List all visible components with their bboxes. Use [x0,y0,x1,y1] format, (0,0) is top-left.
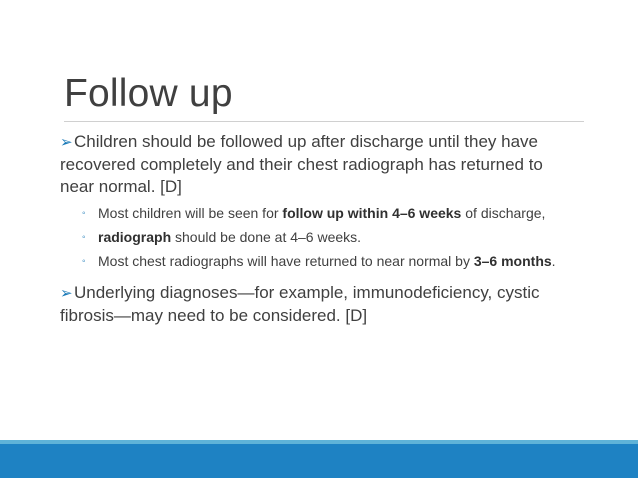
sub-bullet-post: should be done at 4–6 weeks. [171,229,362,245]
sub-bullet-pre: Most chest radiographs will have returned to near normal by [98,253,474,269]
arrow-bullet-icon: ➢ [60,134,73,151]
sub-bullet-list [60,204,580,270]
sub-bullet-post: of discharge, [461,205,546,221]
slide-title: Follow up [64,72,233,115]
sub-bullet-item [82,228,580,246]
sub-bullet-bold: 3–6 months [473,253,552,269]
sub-bullet-bold: radiograph [98,229,172,245]
bullet-underlying-text: Underlying diagnoses—for example, immunodeficiency, cystic fibrosis—may need to be considered. [D] [60,283,540,325]
title-divider [64,121,584,122]
circle-bullet-icon: ◦ [82,232,86,243]
bullet-followup [60,131,580,198]
circle-bullet-icon: ◦ [82,256,86,267]
sub-bullet-item [82,252,580,270]
arrow-bullet-icon: ➢ [60,285,73,302]
sub-bullet-item [82,204,580,222]
bullet-followup-text: Children should be followed up after discharge until they have recovered completely and their chest radiograph has returned to near normal. [D] [60,132,543,196]
circle-bullet-icon: ◦ [82,208,86,219]
sub-bullet-bold: follow up within 4–6 weeks [282,205,462,221]
footer-band [0,444,638,478]
sub-bullet-pre: Most children will be seen for [98,205,283,221]
bullet-underlying-diagnoses [60,282,580,327]
slide-body [60,131,580,333]
sub-bullet-post: . [551,253,556,269]
